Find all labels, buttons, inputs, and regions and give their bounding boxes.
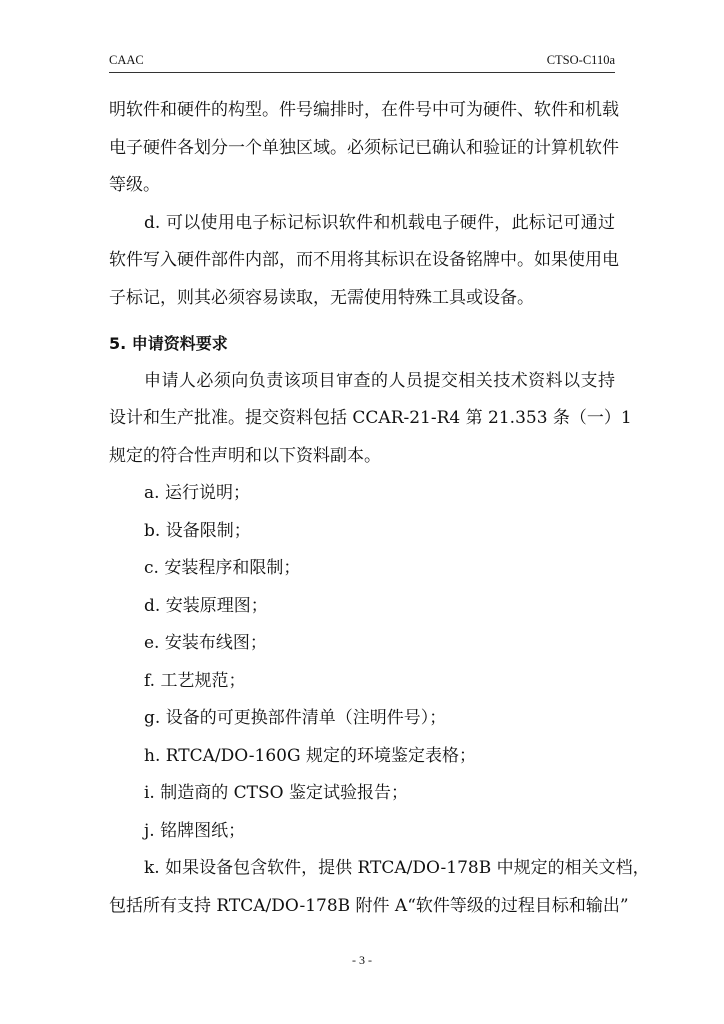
list-item: e. 安装布线图； bbox=[144, 633, 267, 653]
text-line: 子标记，则其必须容易读取，无需使用特殊工具或设备。 bbox=[109, 287, 534, 308]
list-item: h. RTCA/DO-160G 规定的环境鉴定表格； bbox=[144, 745, 476, 766]
list-item: c. 安装程序和限制； bbox=[144, 558, 301, 578]
paragraph-2 bbox=[109, 205, 619, 318]
page-body bbox=[109, 92, 650, 925]
list-item: a. 运行说明； bbox=[144, 483, 250, 503]
list-item: j. 铭牌图纸； bbox=[144, 820, 246, 841]
list-item: f. 工艺规范； bbox=[144, 670, 246, 691]
list-item: g. 设备的可更换部件清单（注明件号）； bbox=[144, 708, 447, 728]
document-list bbox=[109, 475, 615, 850]
page-header bbox=[109, 50, 615, 73]
text-line: 设计和生产批准。提交资料包括 CCAR-21-R4 第 21.353 条（一）1 bbox=[109, 408, 632, 428]
list-item: b. 设备限制； bbox=[144, 520, 251, 541]
text-line: k. 如果设备包含软件，提供 RTCA/DO-178B 中规定的相关文档， bbox=[144, 858, 650, 878]
text-line: 明软件和硬件的构型。件号编排时，在件号中可为硬件、软件和机载 bbox=[109, 100, 619, 120]
text-line: 等级。 bbox=[109, 175, 160, 195]
text-line: 规定的符合性声明和以下资料副本。 bbox=[109, 445, 381, 466]
page-number: - 3 - bbox=[352, 953, 372, 967]
paragraph-1 bbox=[109, 92, 619, 205]
header-org: CAAC bbox=[109, 53, 144, 67]
text-line: 包括所有支持 RTCA/DO-178B 附件 A“软件等级的过程目标和输出” bbox=[109, 895, 629, 916]
text-line: 软件写入硬件部件内部，而不用将其标识在设备铭牌中。如果使用电 bbox=[109, 250, 619, 270]
header-doc-id: CTSO-C110a bbox=[546, 53, 615, 67]
text-line: 申请人必须向负责该项目审查的人员提交相关技术资料以支持 bbox=[144, 370, 615, 391]
section-title: 5. 申请资料要求 bbox=[109, 334, 228, 353]
paragraph-3 bbox=[109, 363, 632, 476]
text-line: d. 可以使用电子标记标识软件和机载电子硬件，此标记可通过 bbox=[144, 212, 615, 233]
list-item: d. 安装原理图； bbox=[144, 595, 268, 616]
paragraph-4 bbox=[109, 850, 650, 925]
text-line: 电子硬件各划分一个单独区域。必须标记已确认和验证的计算机软件 bbox=[109, 137, 619, 158]
list-item: i. 制造商的 CTSO 鉴定试验报告； bbox=[144, 783, 408, 803]
